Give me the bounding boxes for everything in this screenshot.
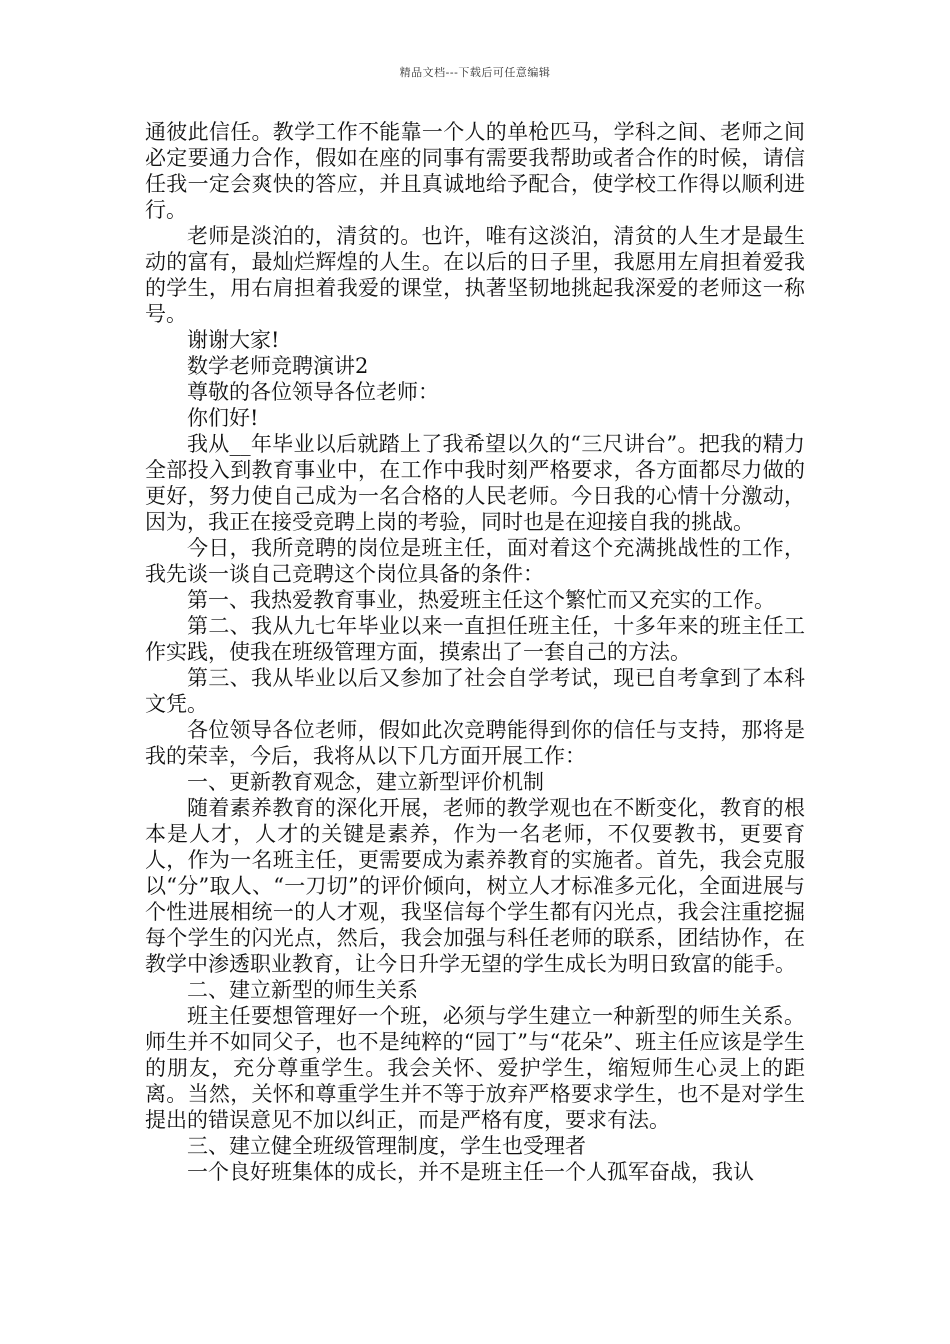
document-body [145, 119, 805, 1185]
paragraph-11: 第三、我从毕业以后又参加了社会自学考试，现已自考拿到了本科文凭。 [145, 666, 805, 716]
speech-title: 数学老师竞聘演讲2 [187, 354, 369, 378]
paragraph-7: 我从__年毕业以后就踏上了我希望以久的“三尺讲台”。把我的精力全部投入到教育事业中，在工作中我时刻严格要求，各方面都尽力做的更好，努力使自己成为一名合格的人民老师。今日我的心情十分激动，因为，我正在接受竞聘上岗的考验，同时也是在迎接自我的挑战。 [145, 432, 805, 534]
greeting: 你们好! [187, 406, 259, 430]
salutation: 尊敬的各位领导各位老师： [187, 380, 439, 404]
paragraph-1: 通彼此信任。教学工作不能靠一个人的单枪匹马，学科之间、老师之间必定要通力合作，假如在座的同事有需要我帮助或者合作的时候，请信任我一定会爽快的答应，并且真诚地给予配合，使学校工作得以顺利进行。 [145, 120, 805, 222]
paragraph-10: 第二、我从九七年毕业以来一直担任班主任，十多年来的班主任工作实践，使我在班级管理方面，摸索出了一套自己的方法。 [145, 614, 805, 664]
paragraph-3: 谢谢大家! [187, 328, 280, 352]
paragraph-14: 随着素养教育的深化开展，老师的教学观也在不断变化，教育的根本是人才，人才的关键是素养，作为一名老师，不仅要教书，更要育人，作为一名班主任，更需要成为素养教育的实施者。首先，我会克服以“分”取人、“一刀切”的评价倾向，树立人才标准多元化，全面进展与个性进展相统一的人才观，我坚信每个学生都有闪光点，我会注重挖掘每个学生的闪光点，然后，我会加强与科任老师的联系，团结协作，在教学中渗透职业教育，让今日升学无望的学生成长为明日致富的能手。 [145, 796, 805, 976]
paragraph-9: 第一、我热爱教育事业，热爱班主任这个繁忙而又充实的工作。 [187, 588, 775, 612]
paragraph-16: 班主任要想管理好一个班，必须与学生建立一种新型的师生关系。师生并不如同父子，也不是纯粹的“园丁”与“花朵”、班主任应该是学生的朋友，充分尊重学生。我会关怀、爱护学生，缩短师生心灵上的距离。当然，关怀和尊重学生并不等于放弃严格要求学生，也不是对学生提出的错误意见不加以纠正，而是严格有度，要求有法。 [145, 1004, 805, 1132]
paragraph-2: 老师是淡泊的，清贫的。也许，唯有这淡泊，清贫的人生才是最生动的富有，最灿烂辉煌的人生。在以后的日子里，我愿用左肩担着爱我的学生，用右肩担着我爱的课堂，执著坚韧地挑起我深爱的老师这一称号。 [145, 224, 805, 326]
paragraph-18: 一个良好班集体的成长，并不是班主任一个人孤军奋战，我认 [187, 1160, 754, 1184]
section-heading-2: 二、建立新型的师生关系 [187, 978, 418, 1002]
section-heading-3: 三、建立健全班级管理制度，学生也受理者 [187, 1134, 586, 1158]
page-header: 精品文档---下载后可任意编辑 [399, 66, 551, 79]
paragraph-12: 各位领导各位老师，假如此次竞聘能得到你的信任与支持，那将是我的荣幸，今后，我将从以下几方面开展工作： [145, 718, 805, 768]
paragraph-8: 今日，我所竞聘的岗位是班主任，面对着这个充满挑战性的工作，我先谈一谈自己竞聘这个岗位具备的条件： [145, 536, 805, 586]
section-heading-1: 一、更新教育观念，建立新型评价机制 [187, 770, 544, 794]
